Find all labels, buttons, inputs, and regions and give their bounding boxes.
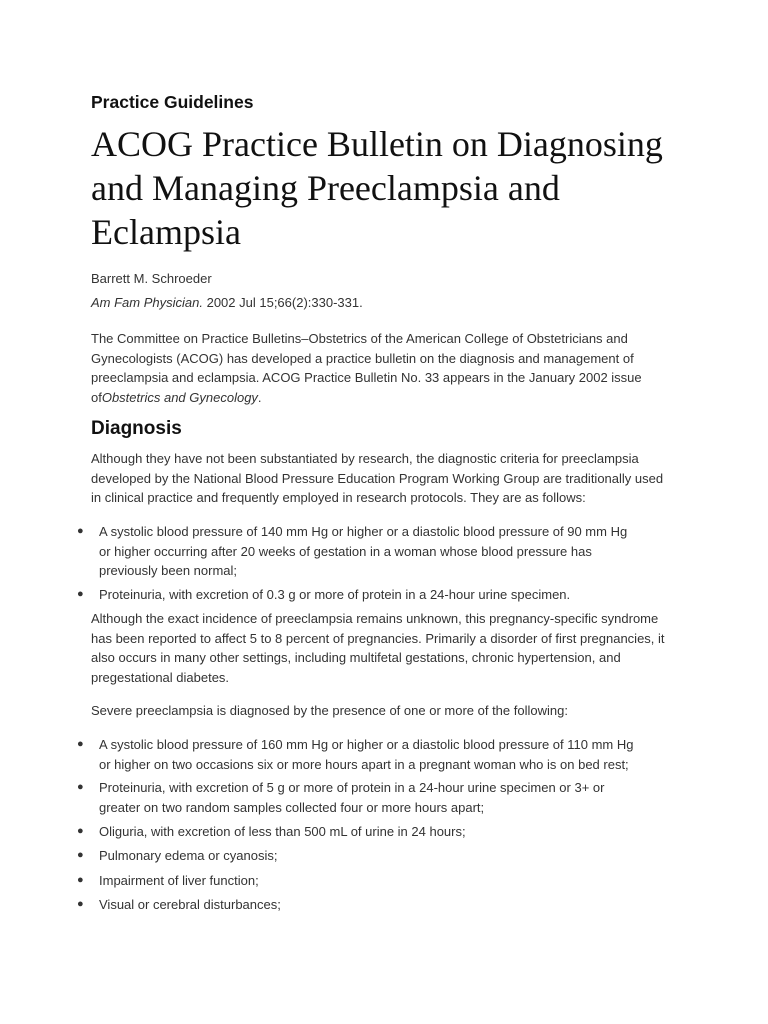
title-line: and Managing Preeclampsia and [91, 168, 560, 208]
text-line: developed by the National Blood Pressure Education Program Working Group are traditionally used [91, 470, 664, 486]
text-line: has been reported to affect 5 to 8 percent of pregnancies. Primarily a disorder of first pregnancies, it [91, 630, 665, 646]
list-item-text [99, 522, 659, 581]
bullet-icon: ● [77, 588, 84, 600]
text-line: pregestational diabetes. [91, 669, 230, 685]
title-line: Eclampsia [91, 212, 241, 252]
text-line: or higher on two occasions six or more hours apart in a pregnant woman who is on bed rest; [99, 756, 629, 772]
text-line: of [91, 389, 102, 405]
author: Barrett M. Schroeder [91, 271, 212, 286]
citation-details: 2002 Jul 15;66(2):330-331. [202, 295, 363, 310]
text-line: preeclampsia and eclampsia. ACOG Practice Bulletin No. 33 appears in the January 2002 issue [91, 370, 642, 386]
journal-name: Obstetrics and Gynecology [101, 389, 258, 405]
text-line: A systolic blood pressure of 140 mm Hg or higher or a diastolic blood pressure of 90 mm Hg [99, 524, 628, 539]
bullet-icon: ● [77, 781, 84, 793]
list-item [77, 895, 677, 915]
bullet-icon: ● [77, 898, 84, 910]
section-heading: Diagnosis [91, 418, 182, 439]
bullet-icon: ● [77, 825, 84, 837]
text-line: Although they have not been substantiated by research, the diagnostic criteria for preeclampsia [91, 451, 639, 466]
bullet-icon: ● [77, 849, 84, 861]
text-line: greater on two random samples collected four or more hours apart; [99, 799, 485, 815]
text-line: also occurs in many other settings, including multifetal gestations, chronic hypertension, and [91, 650, 621, 666]
list-item-text [99, 778, 659, 817]
list-item-text: Impairment of liver function; [99, 873, 259, 888]
incidence-paragraph [91, 609, 681, 687]
text-line: The Committee on Practice Bulletins–Obstetrics of the American College of Obstetricians and [91, 331, 628, 346]
text-line: Proteinuria, with excretion of 5 g or more of protein in a 24-hour urine specimen or 3+ or [99, 780, 605, 795]
list-item-text: Visual or cerebral disturbances; [99, 897, 281, 912]
text-line: A systolic blood pressure of 160 mm Hg or higher or a diastolic blood pressure of 110 mm Hg [99, 737, 634, 752]
text-line: or higher occurring after 20 weeks of gestation in a woman whose blood pressure has [99, 543, 592, 559]
bullet-icon: ● [77, 525, 84, 537]
list-item-text [99, 735, 659, 774]
article-title [91, 122, 691, 254]
text-line: Although the exact incidence of preeclampsia remains unknown, this pregnancy-specific syndrome [91, 611, 659, 626]
citation [91, 295, 363, 310]
bullet-icon: ● [77, 738, 84, 750]
list-item [77, 822, 677, 842]
list-item-text: Proteinuria, with excretion of 0.3 g or more of protein in a 24-hour urine specimen. [99, 587, 571, 602]
bullet-icon: ● [77, 874, 84, 886]
list-item-text: Oliguria, with excretion of less than 500 mL of urine in 24 hours; [99, 824, 466, 839]
severe-intro-paragraph: Severe preeclampsia is diagnosed by the presence of one or more of the following: [91, 703, 568, 718]
text-line: . [257, 389, 262, 405]
text-line: Gynecologists (ACOG) has developed a practice bulletin on the diagnosis and management of [91, 350, 634, 366]
list-item-text: Pulmonary edema or cyanosis; [99, 848, 278, 863]
list-item [77, 846, 677, 866]
title-line: ACOG Practice Bulletin on Diagnosing [91, 124, 663, 164]
diagnosis-paragraph [91, 449, 681, 508]
text-line: in clinical practice and frequently employed in research protocols. They are as follows: [91, 490, 586, 506]
list-item [77, 871, 677, 891]
list-item [77, 735, 677, 774]
intro-paragraph [91, 329, 681, 407]
list-item [77, 522, 677, 581]
text-line: previously been normal; [99, 563, 238, 579]
list-item [77, 778, 677, 817]
section-label: Practice Guidelines [91, 92, 254, 112]
list-item [77, 585, 677, 605]
journal-name: Am Fam Physician. [91, 295, 203, 310]
